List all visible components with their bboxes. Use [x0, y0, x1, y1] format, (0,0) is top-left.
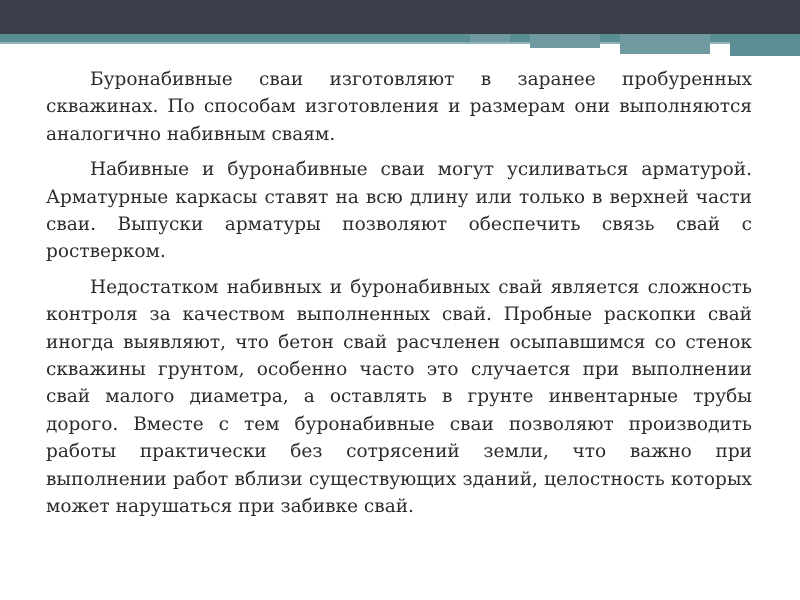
header-decoration: [470, 34, 800, 56]
paragraph-3: Недостатком набивных и буронабивных свай является сложность контроля за качеством выполненных свай. Пробные раскопки свай иногда выявляют, что бетон свай расчленен осыпавшимся со стенок скважины грунтом, особенно часто это случается при выполнении свай малого диаметра, а оставлять в грунте инвентарные трубы дорого. Вместе с тем буронабивные сваи позволяют производить работы практически без сотрясений земли, что важно при выполнении работ вблизи существующих зданий, целостность которых может нарушаться при забивке свай.: [46, 276, 752, 518]
paragraph-1: Буронабивные сваи изготовляют в заранее пробуренных скважинах. По способам изготовления и размерам они выполняются аналогично набивным сваям.: [46, 69, 752, 145]
header-band: [0, 0, 800, 34]
paragraph-2: Набивные и буронабивные сваи могут усиливаться арматурой. Арматурные каркасы ставят на всю длину или только в верхней части сваи. Выпуски арматуры позволяют обеспечить связь свай с ростверком.: [46, 159, 752, 263]
slide-body: [46, 66, 752, 529]
